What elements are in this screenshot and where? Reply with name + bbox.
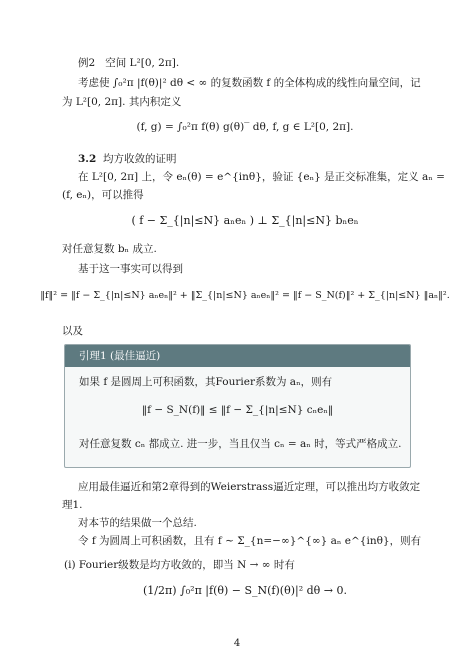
lemma-box <box>64 344 411 468</box>
lemma-title: 引理1 (最佳逼近) <box>65 345 410 367</box>
lemma-equation: ‖f − S_N(f)‖ ≤ ‖f − Σ_{|n|≤N} cₙeₙ‖ <box>141 404 334 416</box>
paragraph-line: 考虑使 ∫₀²π |f(θ)|² dθ < ∞ 的复数函数 f 的全体构成的线性向量空间，记 <box>78 77 421 89</box>
parseval-equation: ‖f‖² = ‖f − Σ_{|n|≤N} aₙeₙ‖² + ‖Σ_{|n|≤N} aₙeₙ‖² = ‖f − S_N(f)‖² + Σ_{|n|≤N} ‖aₙ‖². <box>40 290 450 301</box>
example-title: 空间 L²[0, 2π]. <box>105 57 180 69</box>
inner-product-equation: (f, g) = ∫₀²π f(θ) g(θ)‾ dθ, f, g ∈ L²[0, 2π]. <box>136 121 354 133</box>
lemma-line: 如果 f 是圆周上可积函数，其Fourier系数为 aₙ，则有 <box>79 376 333 388</box>
example-label: 例2 <box>78 57 96 69</box>
paragraph-line: 理1. <box>62 499 83 511</box>
paragraph-line: 应用最佳逼近和第2章得到的Weierstrass逼近定理，可以推出均方收敛定 <box>78 481 421 493</box>
paragraph-line: 在 L²[0, 2π] 上，令 eₙ(θ) = e^{inθ}，验证 {eₙ} 是正交标准集，定义 aₙ = <box>78 171 445 183</box>
paragraph-line: 令 f 为圆周上可积函数，且有 f ∼ Σ_{n=−∞}^{∞} aₙ e^{inθ}，则有 <box>78 535 422 547</box>
final-equation: (1/2π) ∫₀²π |f(θ) − S_N(f)(θ)|² dθ → 0. <box>143 584 347 597</box>
section-heading <box>78 152 176 166</box>
paragraph-line: 为 L²[0, 2π]. 其内积定义 <box>62 96 182 108</box>
example-heading <box>78 56 179 70</box>
paragraph-line: (f, eₙ)，可以推得 <box>62 189 144 201</box>
paragraph-line: 对任意复数 bₙ 成立. <box>62 243 157 255</box>
paragraph-line: 以及 <box>62 325 83 337</box>
paragraph-line: 基于这一事实可以得到 <box>78 263 183 275</box>
orthogonality-equation: ( f − Σ_{|n|≤N} aₙeₙ ) ⊥ Σ_{|n|≤N} bₙeₙ <box>131 214 359 227</box>
lemma-line: 对任意复数 cₙ 都成立. 进一步，当且仅当 cₙ = aₙ 时，等式严格成立. <box>79 438 402 450</box>
page-number: 4 <box>233 638 241 649</box>
section-title: 均方收敛的证明 <box>102 153 177 165</box>
paragraph-line: 对本节的结果做一个总结. <box>78 517 197 529</box>
section-number: 3.2 <box>78 153 97 165</box>
list-item: (i) Fourier级数是均方收敛的，即当 N → ∞ 时有 <box>64 559 295 571</box>
